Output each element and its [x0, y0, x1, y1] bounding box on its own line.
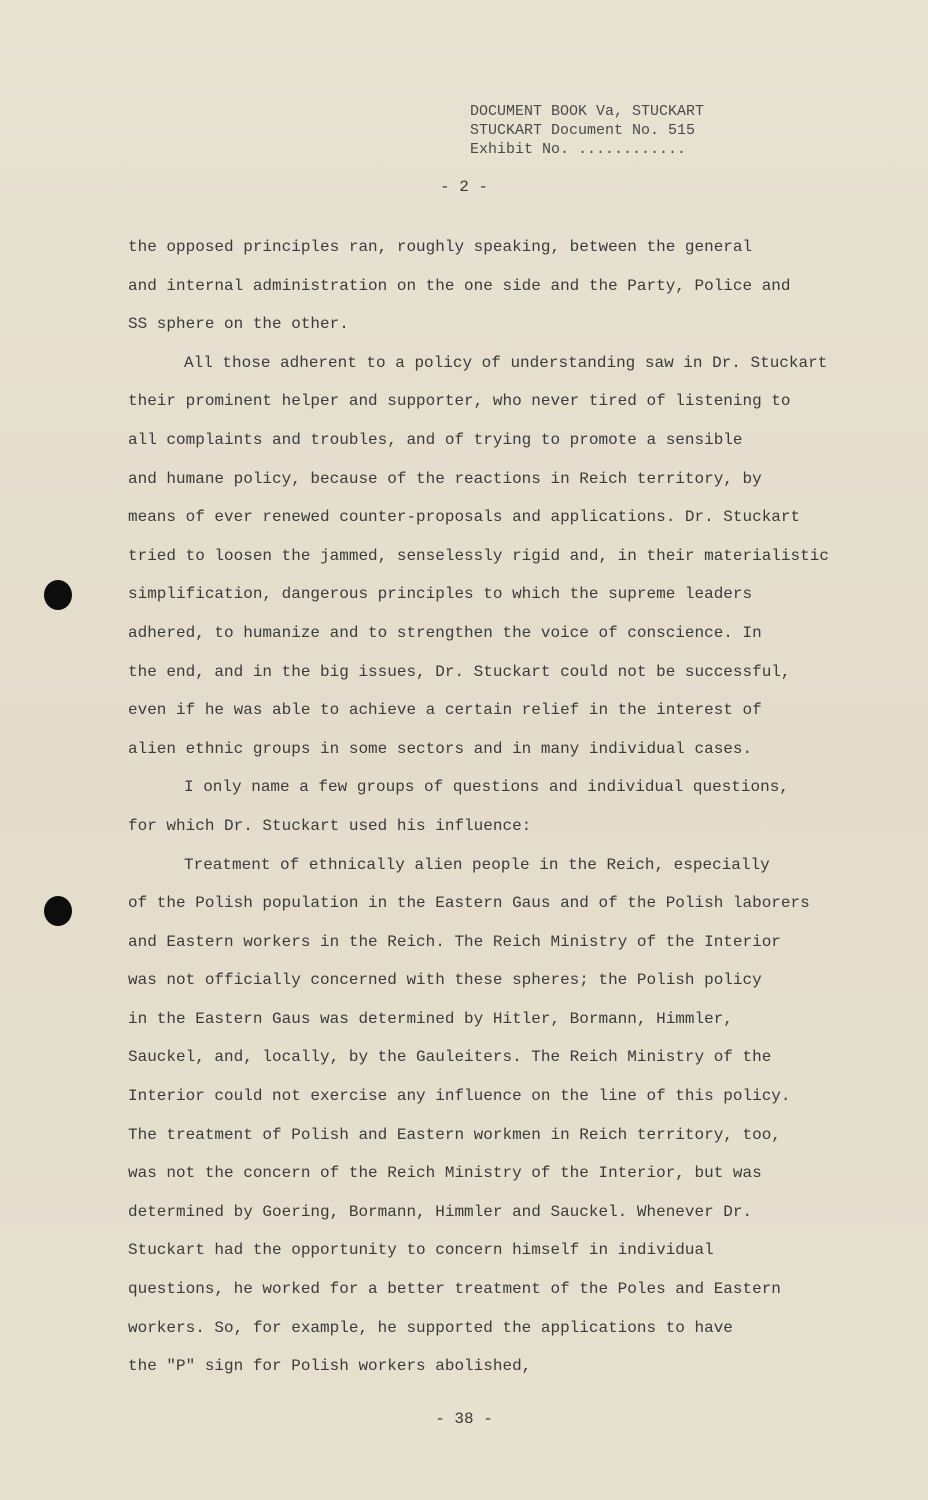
text-line: Treatment of ethnically alien people in the Reich, especially [184, 855, 770, 874]
text-line: SS sphere on the other. [128, 315, 349, 334]
text-line: all complaints and troubles, and of trying to promote a sensible [128, 430, 743, 449]
header-exhibit-number: Exhibit No. ............ [470, 141, 687, 158]
text-line: and humane policy, because of the reactions in Reich territory, by [128, 469, 762, 488]
page-marker-bottom: - 38 - [435, 1410, 493, 1428]
text-line: All those adherent to a policy of understanding saw in Dr. Stuckart [184, 353, 828, 372]
text-line: Interior could not exercise any influence on the line of this policy. [128, 1087, 791, 1106]
text-line: alien ethnic groups in some sectors and in many individual cases. [128, 739, 753, 758]
text-line: of the Polish population in the Eastern Gaus and of the Polish laborers [128, 894, 810, 913]
text-line: adhered, to humanize and to strengthen the voice of conscience. In [128, 623, 762, 642]
text-line: means of ever renewed counter-proposals and applications. Dr. Stuckart [128, 508, 801, 527]
punch-hole-bottom [44, 896, 72, 926]
document-header [470, 102, 704, 159]
text-line: was not the concern of the Reich Ministry of the Interior, but was [128, 1164, 762, 1183]
text-line: tried to loosen the jammed, senselessly rigid and, in their materialistic [128, 546, 829, 565]
text-line: for which Dr. Stuckart used his influence: [128, 816, 532, 835]
text-line: I only name a few groups of questions and individual questions, [184, 778, 789, 797]
text-line: determined by Goering, Bormann, Himmler and Sauckel. Whenever Dr. [128, 1202, 753, 1221]
text-line: Sauckel, and, locally, by the Gauleiters. The Reich Ministry of the [128, 1048, 772, 1067]
punch-hole-top [44, 580, 72, 610]
text-line: The treatment of Polish and Eastern workmen in Reich territory, too, [128, 1125, 781, 1144]
text-line: the end, and in the big issues, Dr. Stuckart could not be successful, [128, 662, 791, 681]
text-line: was not officially concerned with these spheres; the Polish policy [128, 971, 762, 990]
text-line: workers. So, for example, he supported the applications to have [128, 1318, 733, 1337]
text-line: and internal administration on the one side and the Party, Police and [128, 276, 791, 295]
header-document-book: DOCUMENT BOOK Va, STUCKART [470, 103, 705, 120]
text-line: in the Eastern Gaus was determined by Hitler, Bormann, Himmler, [128, 1009, 733, 1028]
text-line: Stuckart had the opportunity to concern himself in individual [128, 1241, 714, 1260]
header-document-number: STUCKART Document No. 515 [470, 122, 696, 139]
text-line: the "P" sign for Polish workers abolished, [128, 1357, 532, 1376]
document-body [128, 228, 848, 1386]
text-line: simplification, dangerous principles to which the supreme leaders [128, 585, 753, 604]
text-line: even if he was able to achieve a certain relief in the interest of [128, 701, 762, 720]
text-line: and Eastern workers in the Reich. The Reich Ministry of the Interior [128, 932, 781, 951]
text-line: questions, he worked for a better treatment of the Poles and Eastern [128, 1280, 781, 1299]
page-marker-top: - 2 - [439, 178, 488, 196]
text-line: the opposed principles ran, roughly speaking, between the general [128, 238, 753, 256]
text-line: their prominent helper and supporter, who never tired of listening to [128, 392, 791, 411]
